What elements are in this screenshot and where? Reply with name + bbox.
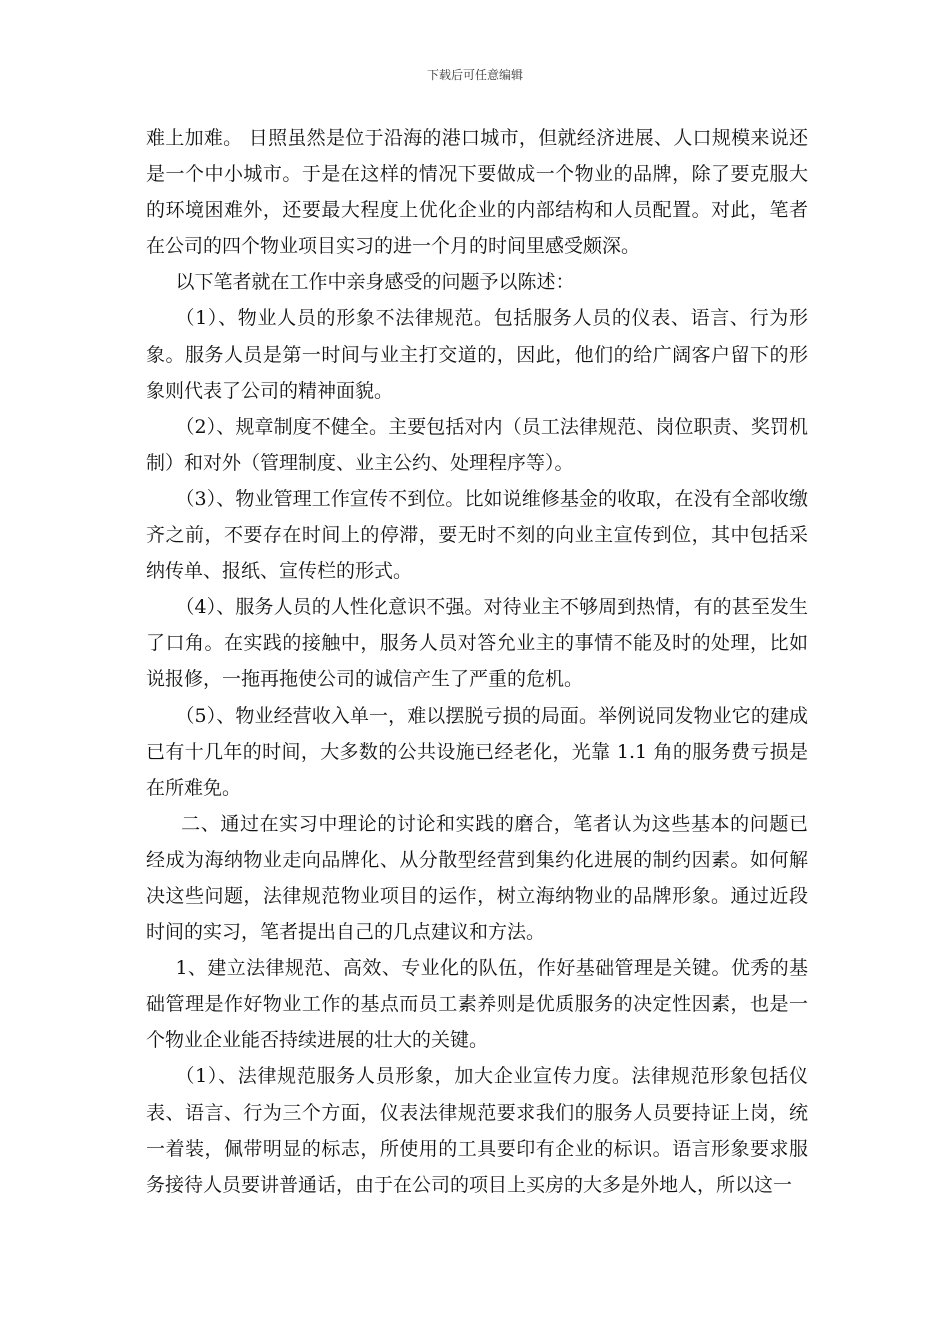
paragraph-suggestion-1: 1、建立法律规范、高效、专业化的队伍，作好基础管理是关键。优秀的基础管理是作好物业工作的基点而员工素养则是优质服务的决定性因素，也是一个物业企业能否持续进展的壮大的关键。 <box>146 957 808 1052</box>
paragraph-issue-1: （1）、物业人员的形象不法律规范。包括服务人员的仪表、语言、行为形象。服务人员是第一时间与业主打交道的，因此，他们的给广阔客户留下的形象则代表了公司的精神面貌。 <box>146 307 808 402</box>
paragraph-continuation: 难上加难。 日照虽然是位于沿海的港口城市，但就经济进展、人口规模来说还是一个中小城市。于是在这样的情况下要做成一个物业的品牌，除了要克服大的环境困难外，还要最大程度上优化企业的内部结构和人员配置。对此，笔者在公司的四个物业项目实习的进一个月的时间里感受颇深。 <box>146 127 808 258</box>
paragraph-issue-2: （2）、规章制度不健全。主要包括对内（员工法律规范、岗位职责、奖罚机制）和对外（管理制度、业主公约、处理程序等）。 <box>146 415 808 474</box>
paragraph-section-two: 二、通过在实习中理论的讨论和实践的磨合，笔者认为这些基本的问题已经成为海纳物业走向品牌化、从分散型经营到集约化进展的制约因素。如何解决这些问题，法律规范物业项目的运作，树立海纳物业的品牌形象。通过近段时间的实习，笔者提出自己的几点建议和方法。 <box>146 812 808 944</box>
document-body <box>146 120 808 1203</box>
paragraph-issue-5: （5）、物业经营收入单一，难以摆脱亏损的局面。举例说同发物业它的建成已有十几年的时间，大多数的公共设施已经老化，光靠 1.1 角的服务费亏损是在所难免。 <box>146 704 808 799</box>
paragraph-issue-4: （4）、服务人员的人性化意识不强。对待业主不够周到热情，有的甚至发生了口角。在实践的接触中，服务人员对答允业主的事情不能及时的处理，比如说报修，一拖再拖使公司的诚信产生了严重的危机。 <box>146 596 808 691</box>
paragraph-suggestion-1-1: （1）、法律规范服务人员形象，加大企业宣传力度。法律规范形象包括仪表、语言、行为三个方面，仪表法律规范要求我们的服务人员要持证上岗，统一着装，佩带明显的标志，所使用的工具要印有企业的标识。语言形象要求服务接待人员要讲普通话，由于在公司的项目上买房的大多是外地人，所以这一 <box>146 1065 808 1196</box>
paragraph-issue-3: （3）、物业管理工作宣传不到位。比如说维修基金的收取，在没有全部收缴齐之前，不要存在时间上的停滞，要无时不刻的向业主宣传到位，其中包括采纳传单、报纸、宣传栏的形式。 <box>146 487 808 583</box>
paragraph-intro: 以下笔者就在工作中亲身感受的问题予以陈述： <box>175 271 575 294</box>
page-header: 下载后可任意编辑 <box>426 68 523 82</box>
